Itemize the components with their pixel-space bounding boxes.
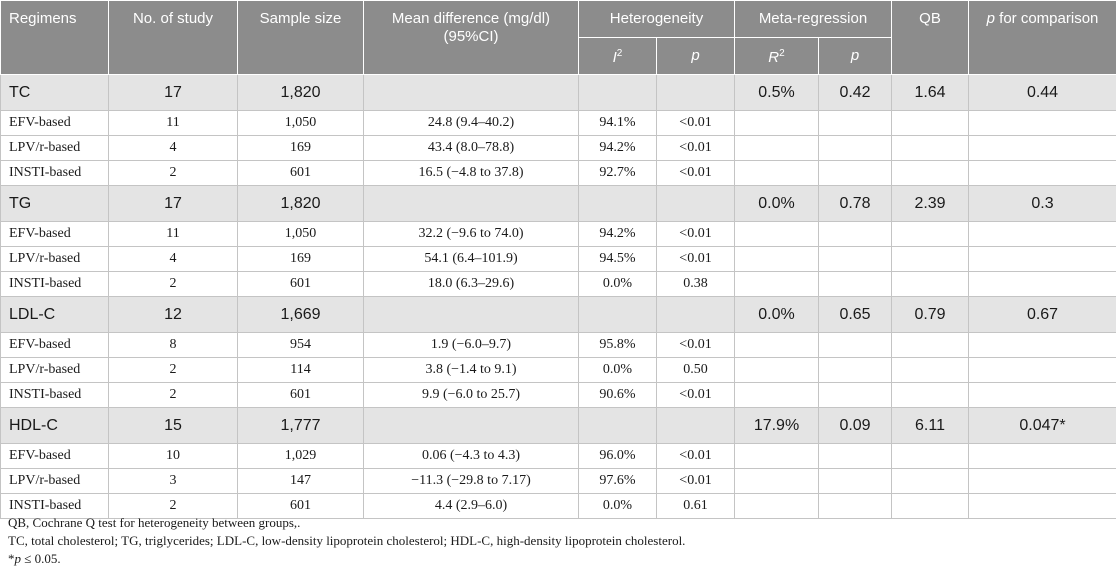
row-i2: 92.7% [579, 161, 657, 186]
group-studies: 12 [109, 297, 238, 333]
footnote-significance [8, 552, 685, 566]
group-het-p-empty [657, 75, 735, 111]
group-i2-empty [579, 186, 657, 222]
header-no-of-study: No. of study [109, 1, 238, 75]
row-regimen: LPV/r-based [1, 358, 109, 383]
group-row-hdl-c [1, 408, 1116, 444]
group-sample: 1,777 [238, 408, 364, 444]
row-empty [969, 161, 1116, 186]
row-studies: 4 [109, 136, 238, 161]
row-het-p: <0.01 [657, 111, 735, 136]
row-i2: 0.0% [579, 272, 657, 297]
row-empty [969, 494, 1116, 519]
group-r2: 0.5% [735, 75, 819, 111]
row-empty [819, 358, 892, 383]
row-empty [969, 469, 1116, 494]
row-i2: 94.2% [579, 222, 657, 247]
table-footnotes [8, 516, 685, 570]
header-regimens: Regimens [1, 1, 109, 75]
group-i2-empty [579, 75, 657, 111]
row-empty [892, 247, 969, 272]
header-meta-p: p [819, 38, 892, 75]
row-het-p: <0.01 [657, 333, 735, 358]
row-empty [735, 136, 819, 161]
group-qb: 1.64 [892, 75, 969, 111]
footnote-p-italic: p [15, 551, 22, 566]
group-p-comparison: 0.047* [969, 408, 1116, 444]
row-empty [819, 444, 892, 469]
row-studies: 2 [109, 358, 238, 383]
group-p-comparison: 0.67 [969, 297, 1116, 333]
row-empty [819, 469, 892, 494]
row-empty [735, 333, 819, 358]
row-studies: 11 [109, 111, 238, 136]
row-regimen: INSTI-based [1, 383, 109, 408]
row-empty [819, 136, 892, 161]
row-studies: 2 [109, 272, 238, 297]
header-mean-difference: Mean difference (mg/dl) (95%CI) [364, 1, 579, 75]
header-sample-size: Sample size [238, 1, 364, 75]
row-mean-difference: 1.9 (−6.0–9.7) [364, 333, 579, 358]
footnote-qb: QB, Cochrane Q test for heterogeneity between groups,. [8, 516, 685, 530]
group-meta-p: 0.65 [819, 297, 892, 333]
row-i2: 94.1% [579, 111, 657, 136]
row-empty [735, 272, 819, 297]
row-mean-difference: 54.1 (6.4–101.9) [364, 247, 579, 272]
row-sample: 1,050 [238, 111, 364, 136]
row-empty [892, 333, 969, 358]
row-empty [735, 247, 819, 272]
row-empty [969, 333, 1116, 358]
row-empty [969, 272, 1116, 297]
table-row [1, 469, 1116, 494]
row-empty [819, 494, 892, 519]
table-row [1, 333, 1116, 358]
group-het-p-empty [657, 408, 735, 444]
table-row [1, 272, 1116, 297]
footnote-star: * [8, 551, 15, 566]
row-het-p: <0.01 [657, 469, 735, 494]
row-empty [819, 247, 892, 272]
row-regimen: LPV/r-based [1, 469, 109, 494]
row-empty [969, 358, 1116, 383]
row-empty [969, 444, 1116, 469]
row-empty [892, 444, 969, 469]
row-sample: 601 [238, 161, 364, 186]
row-regimen: LPV/r-based [1, 247, 109, 272]
row-empty [969, 222, 1116, 247]
row-mean-difference: 3.8 (−1.4 to 9.1) [364, 358, 579, 383]
row-i2: 95.8% [579, 333, 657, 358]
table-header [1, 1, 1116, 75]
row-sample: 601 [238, 272, 364, 297]
row-empty [892, 358, 969, 383]
row-studies: 2 [109, 161, 238, 186]
row-empty [819, 222, 892, 247]
group-meta-p: 0.09 [819, 408, 892, 444]
row-studies: 8 [109, 333, 238, 358]
group-studies: 15 [109, 408, 238, 444]
row-empty [892, 494, 969, 519]
table-row [1, 444, 1116, 469]
row-sample: 114 [238, 358, 364, 383]
row-mean-difference: 0.06 (−4.3 to 4.3) [364, 444, 579, 469]
table-row [1, 358, 1116, 383]
row-studies: 3 [109, 469, 238, 494]
row-mean-difference: 18.0 (6.3–29.6) [364, 272, 579, 297]
row-sample: 601 [238, 383, 364, 408]
row-het-p: <0.01 [657, 222, 735, 247]
header-r2-base: R [768, 49, 779, 66]
header-i2 [579, 38, 657, 75]
group-md-empty [364, 186, 579, 222]
row-studies: 4 [109, 247, 238, 272]
row-sample: 1,029 [238, 444, 364, 469]
group-p-comparison: 0.44 [969, 75, 1116, 111]
row-regimen: EFV-based [1, 333, 109, 358]
row-regimen: LPV/r-based [1, 136, 109, 161]
row-empty [892, 383, 969, 408]
row-empty [735, 444, 819, 469]
group-i2-empty [579, 297, 657, 333]
group-i2-empty [579, 408, 657, 444]
row-mean-difference: −11.3 (−29.8 to 7.17) [364, 469, 579, 494]
group-qb: 0.79 [892, 297, 969, 333]
row-empty [819, 333, 892, 358]
row-empty [735, 358, 819, 383]
row-sample: 169 [238, 136, 364, 161]
row-studies: 11 [109, 222, 238, 247]
row-het-p: <0.01 [657, 136, 735, 161]
row-empty [892, 222, 969, 247]
row-empty [969, 111, 1116, 136]
header-p-italic: p [987, 10, 995, 27]
row-mean-difference: 16.5 (−4.8 to 37.8) [364, 161, 579, 186]
row-empty [892, 272, 969, 297]
row-i2: 96.0% [579, 444, 657, 469]
row-studies: 2 [109, 494, 238, 519]
group-sample: 1,820 [238, 75, 364, 111]
row-empty [735, 469, 819, 494]
header-r2 [735, 38, 819, 75]
group-r2: 17.9% [735, 408, 819, 444]
row-i2: 94.5% [579, 247, 657, 272]
row-empty [819, 272, 892, 297]
group-qb: 6.11 [892, 408, 969, 444]
group-r2: 0.0% [735, 186, 819, 222]
group-row-tg [1, 186, 1116, 222]
group-row-tc [1, 75, 1116, 111]
row-het-p: <0.01 [657, 383, 735, 408]
row-mean-difference: 32.2 (−9.6 to 74.0) [364, 222, 579, 247]
row-mean-difference: 43.4 (8.0–78.8) [364, 136, 579, 161]
group-md-empty [364, 75, 579, 111]
row-het-p: 0.50 [657, 358, 735, 383]
group-md-empty [364, 408, 579, 444]
row-regimen: EFV-based [1, 222, 109, 247]
group-meta-p: 0.42 [819, 75, 892, 111]
group-meta-p: 0.78 [819, 186, 892, 222]
group-studies: 17 [109, 186, 238, 222]
row-mean-difference: 9.9 (−6.0 to 25.7) [364, 383, 579, 408]
row-het-p: <0.01 [657, 444, 735, 469]
row-regimen: INSTI-based [1, 494, 109, 519]
row-regimen: EFV-based [1, 111, 109, 136]
header-r2-sup: 2 [779, 48, 785, 59]
group-qb: 2.39 [892, 186, 969, 222]
row-empty [892, 469, 969, 494]
row-empty [892, 161, 969, 186]
row-i2: 0.0% [579, 358, 657, 383]
row-het-p: <0.01 [657, 247, 735, 272]
group-studies: 17 [109, 75, 238, 111]
row-sample: 147 [238, 469, 364, 494]
row-sample: 169 [238, 247, 364, 272]
header-p-for-comparison [969, 1, 1116, 75]
group-name: TC [1, 75, 109, 111]
header-qb: QB [892, 1, 969, 75]
footnote-abbreviations: TC, total cholesterol; TG, triglycerides; LDL-C, low-density lipoprotein cholesterol; HDL-C, high-density lipoprotein cholesterol. [8, 534, 685, 548]
group-p-comparison: 0.3 [969, 186, 1116, 222]
row-empty [735, 111, 819, 136]
row-empty [969, 136, 1116, 161]
row-empty [819, 111, 892, 136]
row-empty [735, 383, 819, 408]
footnote-threshold: ≤ 0.05. [21, 551, 61, 566]
table-row [1, 247, 1116, 272]
row-mean-difference: 24.8 (9.4–40.2) [364, 111, 579, 136]
group-r2: 0.0% [735, 297, 819, 333]
group-md-empty [364, 297, 579, 333]
table-row [1, 383, 1116, 408]
row-empty [819, 161, 892, 186]
group-row-ldl-c [1, 297, 1116, 333]
row-het-p: 0.38 [657, 272, 735, 297]
header-i2-sup: 2 [617, 48, 623, 59]
row-i2: 97.6% [579, 469, 657, 494]
header-p-for-comparison-text: for comparison [995, 10, 1098, 27]
row-empty [735, 222, 819, 247]
row-regimen: EFV-based [1, 444, 109, 469]
row-empty [892, 111, 969, 136]
table-body [1, 75, 1116, 519]
row-empty [735, 494, 819, 519]
row-mean-difference: 4.4 (2.9–6.0) [364, 494, 579, 519]
row-empty [969, 383, 1116, 408]
group-sample: 1,820 [238, 186, 364, 222]
row-studies: 10 [109, 444, 238, 469]
group-name: TG [1, 186, 109, 222]
table-row [1, 222, 1116, 247]
row-sample: 1,050 [238, 222, 364, 247]
header-meta-regression: Meta-regression [735, 1, 892, 38]
header-heterogeneity: Heterogeneity [579, 1, 735, 38]
row-sample: 954 [238, 333, 364, 358]
row-empty [892, 136, 969, 161]
group-sample: 1,669 [238, 297, 364, 333]
group-name: LDL-C [1, 297, 109, 333]
table-row [1, 136, 1116, 161]
row-empty [969, 247, 1116, 272]
header-het-p: p [657, 38, 735, 75]
table-row [1, 111, 1116, 136]
row-empty [735, 161, 819, 186]
table-row [1, 161, 1116, 186]
row-regimen: INSTI-based [1, 272, 109, 297]
row-i2: 0.0% [579, 494, 657, 519]
row-het-p: <0.01 [657, 161, 735, 186]
row-regimen: INSTI-based [1, 161, 109, 186]
row-het-p: 0.61 [657, 494, 735, 519]
group-het-p-empty [657, 186, 735, 222]
row-empty [819, 383, 892, 408]
row-i2: 94.2% [579, 136, 657, 161]
header-i2-base: I [613, 49, 617, 66]
group-name: HDL-C [1, 408, 109, 444]
row-sample: 601 [238, 494, 364, 519]
row-studies: 2 [109, 383, 238, 408]
group-het-p-empty [657, 297, 735, 333]
row-i2: 90.6% [579, 383, 657, 408]
